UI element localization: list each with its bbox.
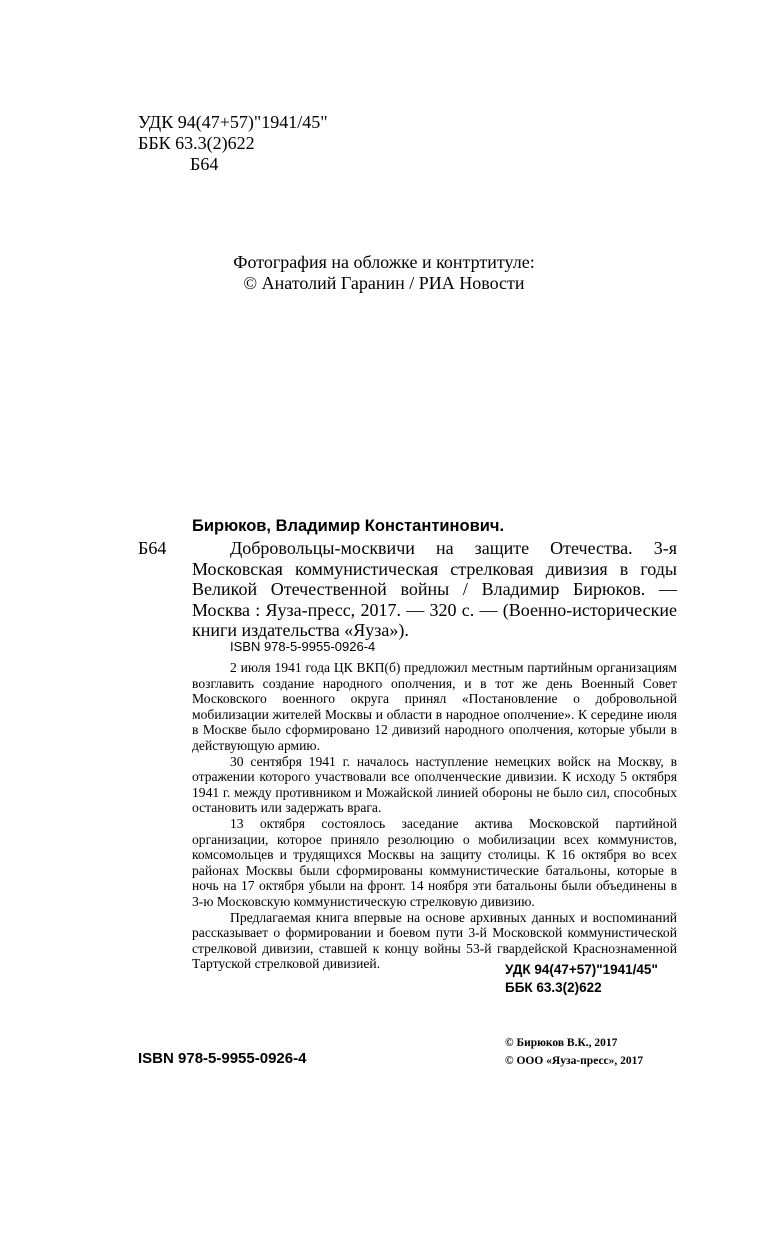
catalog-author: Бирюков, Владимир Константинович.	[192, 517, 505, 535]
bbk-code: ББК 63.3(2)622	[138, 133, 255, 153]
annotation-paragraph: 2 июля 1941 года ЦК ВКП(б) предложил местным партийным организациям возглавить создание народного ополчения, и в тот же день Военный Совет Московского военного округа принял «Постановление о добровольной мобилизации жителей Москвы и области в народное ополчение». К середине июля в Москве было сформировано 12 дивизий народного ополчения, которые убыли в действующую армию.	[192, 660, 677, 753]
annotation-paragraph: Предлагаемая книга впервые на основе архивных данных и воспоминаний рассказывает о формировании и боевом пути 3-й Московской коммунистической стрелковой дивизии, ставшей к концу войны 53-й гвардейской Краснознаменной Тартуской стрелковой дивизией.	[192, 909, 677, 972]
catalog-author-mark: Б64	[138, 538, 167, 558]
bottom-classification-codes	[505, 961, 658, 997]
author-mark: Б64	[190, 154, 219, 174]
photo-credit-line2: © Анатолий Гаранин / РИА Новости	[243, 273, 525, 293]
photo-credit	[0, 252, 768, 294]
bbk-code-bottom: ББК 63.3(2)622	[505, 980, 602, 995]
udk-code: УДК 94(47+57)"1941/45"	[138, 112, 328, 132]
copyright-author: © Бирюков В.К., 2017	[505, 1037, 618, 1049]
top-classification-codes	[138, 112, 328, 175]
catalog-description: Добровольцы-москвичи на защите Отечества. 3-я Московская коммунистическая стрелковая дивизия в годы Великой Отечественной войны / Владимир Бирюков. — Москва : Яуза-пресс, 2017. — 320 с. — (Военно-исторические книги издательства «Яуза»).	[192, 538, 677, 640]
annotation-paragraph: 13 октября состоялось заседание актива Московской партийной организации, которое приняло резолюцию о мобилизации всех коммунистов, комсомольцев и трудящихся Москвы на защиту столицы. К 16 октября во всех районах Москвы были сформированы коммунистические батальоны, которые в ночь на 17 октября убыли на фронт. 14 ноября эти батальоны были объединены в 3-ю Московскую коммунистическую стрелковую дивизию.	[192, 815, 677, 909]
footer-isbn: ISBN 978-5-9955-0926-4	[138, 1050, 307, 1067]
photo-credit-line1: Фотография на обложке и контртитуле:	[233, 252, 535, 272]
catalog-isbn: ISBN 978-5-9955-0926-4	[230, 639, 376, 654]
udk-code-bottom: УДК 94(47+57)"1941/45"	[505, 962, 658, 977]
copyright-publisher: © ООО «Яуза-пресс», 2017	[505, 1055, 644, 1067]
annotation	[192, 660, 677, 972]
annotation-paragraph: 30 сентября 1941 г. началось наступление немецких войск на Москву, в отражении которого участвовали все ополченческие дивизии. К исходу 5 октября 1941 г. между противником и Можайской линией обороны не было сил, способных остановить или задержать врага.	[192, 753, 677, 816]
copyright-block	[505, 1034, 643, 1070]
